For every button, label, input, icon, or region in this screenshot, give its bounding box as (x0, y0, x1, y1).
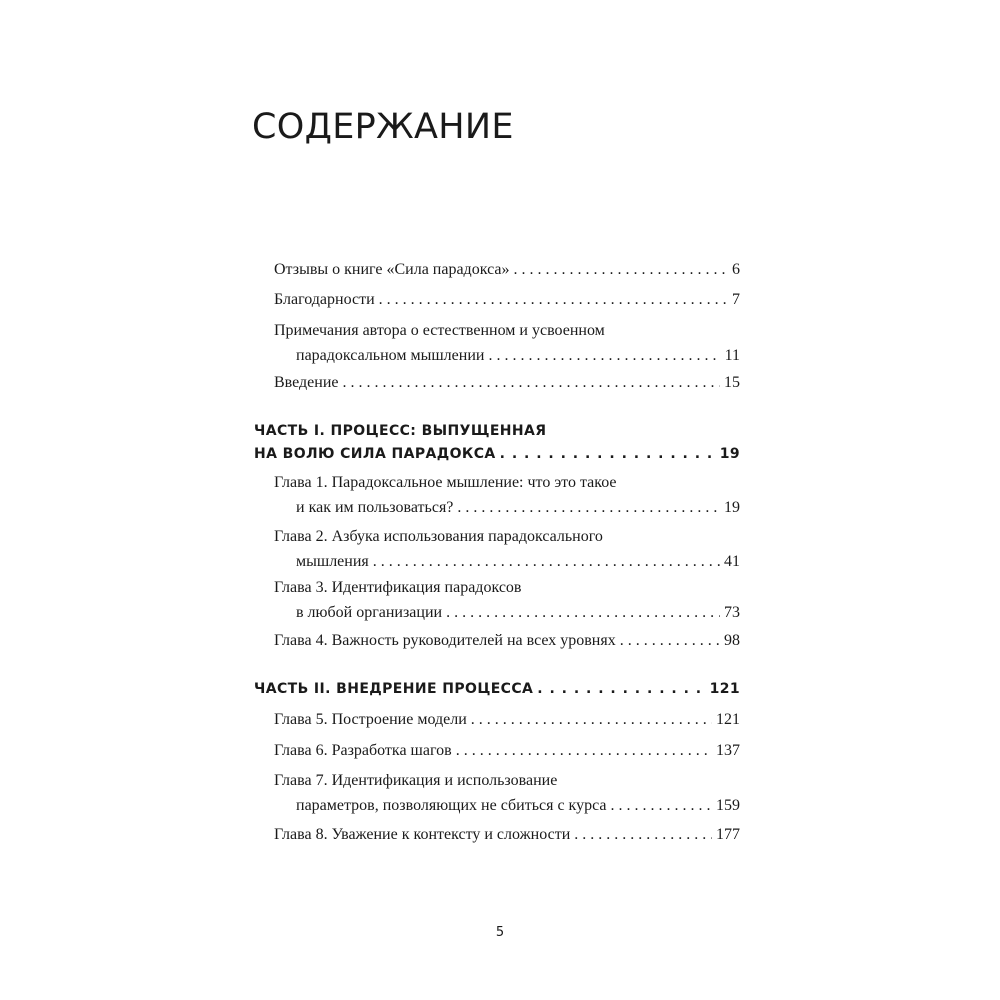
part-page: 19 (719, 446, 740, 462)
entry-title-line2: в любой организации (296, 604, 443, 621)
entry-title: Глава 5. Построение модели (274, 711, 467, 728)
entry-page: 73 (724, 604, 740, 621)
dot-leader (373, 549, 720, 574)
entry-title-line2: мышления (296, 553, 369, 570)
entry-page: 6 (732, 261, 740, 278)
dot-leader (574, 822, 712, 847)
dot-leader (611, 793, 713, 818)
entry-page: 177 (716, 826, 740, 843)
entry-title-line1: Примечания автора о естественном и усвоенном (274, 322, 605, 339)
part-page: 121 (709, 681, 740, 697)
toc-entry-reviews (274, 257, 740, 282)
entry-title-line1: Глава 7. Идентификация и использование (274, 772, 558, 789)
entry-page: 15 (724, 374, 740, 391)
toc-entry-chapter-6 (274, 738, 740, 763)
entry-page: 121 (716, 711, 740, 728)
entry-title: Глава 4. Важность руководителей на всех уровнях (274, 632, 616, 649)
page-number: 5 (495, 925, 505, 940)
entry-page: 19 (724, 499, 740, 516)
toc-entry-chapter-2 (274, 524, 740, 574)
dot-leader (456, 738, 712, 763)
entry-title-line2: парадоксальном мышлении (296, 347, 485, 364)
toc-entry-author-notes (274, 318, 740, 368)
dot-leader (500, 443, 716, 466)
entry-page: 41 (724, 553, 740, 570)
toc-entry-chapter-4 (274, 628, 740, 653)
entry-page: 11 (724, 347, 740, 364)
entry-title: Глава 6. Разработка шагов (274, 742, 452, 759)
entry-title-line2: параметров, позволяющих не сбиться с курса (296, 797, 607, 814)
dot-leader (620, 628, 720, 653)
toc-entry-chapter-1 (274, 470, 740, 520)
page-title: СОДЕРЖАНИЕ (252, 107, 514, 147)
entry-title: Введение (274, 374, 339, 391)
entry-title: Отзывы о книге «Сила парадокса» (274, 261, 510, 278)
toc-part-2 (254, 678, 740, 701)
entry-title-line1: Глава 1. Парадоксальное мышление: что это такое (274, 474, 617, 491)
dot-leader (379, 287, 728, 312)
toc-entry-chapter-3 (274, 575, 740, 625)
part-title: ЧАСТЬ II. ВНЕДРЕНИЕ ПРОЦЕССА (254, 681, 534, 697)
dot-leader (446, 600, 720, 625)
entry-title-line1: Глава 3. Идентификация парадоксов (274, 579, 522, 596)
dot-leader (471, 707, 712, 732)
toc-part-1 (254, 420, 740, 466)
toc-entry-introduction (274, 370, 740, 395)
part-title-line1: ЧАСТЬ I. ПРОЦЕСС: ВЫПУЩЕННАЯ (254, 423, 547, 439)
toc-entry-chapter-7 (274, 768, 740, 818)
dot-leader (343, 370, 721, 395)
toc-entry-chapter-5 (274, 707, 740, 732)
part-title-line2: НА ВОЛЮ СИЛА ПАРАДОКСА (254, 446, 496, 462)
toc-entry-chapter-8 (274, 822, 740, 847)
entry-title: Глава 8. Уважение к контексту и сложности (274, 826, 571, 843)
dot-leader (488, 343, 720, 368)
entry-title-line1: Глава 2. Азбука использования парадоксального (274, 528, 603, 545)
entry-page: 159 (716, 797, 740, 814)
entry-page: 137 (716, 742, 740, 759)
dot-leader (457, 495, 720, 520)
toc-entry-acknowledgments (274, 287, 740, 312)
entry-page: 98 (724, 632, 740, 649)
entry-title: Благодарности (274, 291, 375, 308)
entry-title-line2: и как им пользоваться? (296, 499, 454, 516)
entry-page: 7 (732, 291, 740, 308)
dot-leader (537, 678, 705, 701)
dot-leader (513, 257, 728, 282)
